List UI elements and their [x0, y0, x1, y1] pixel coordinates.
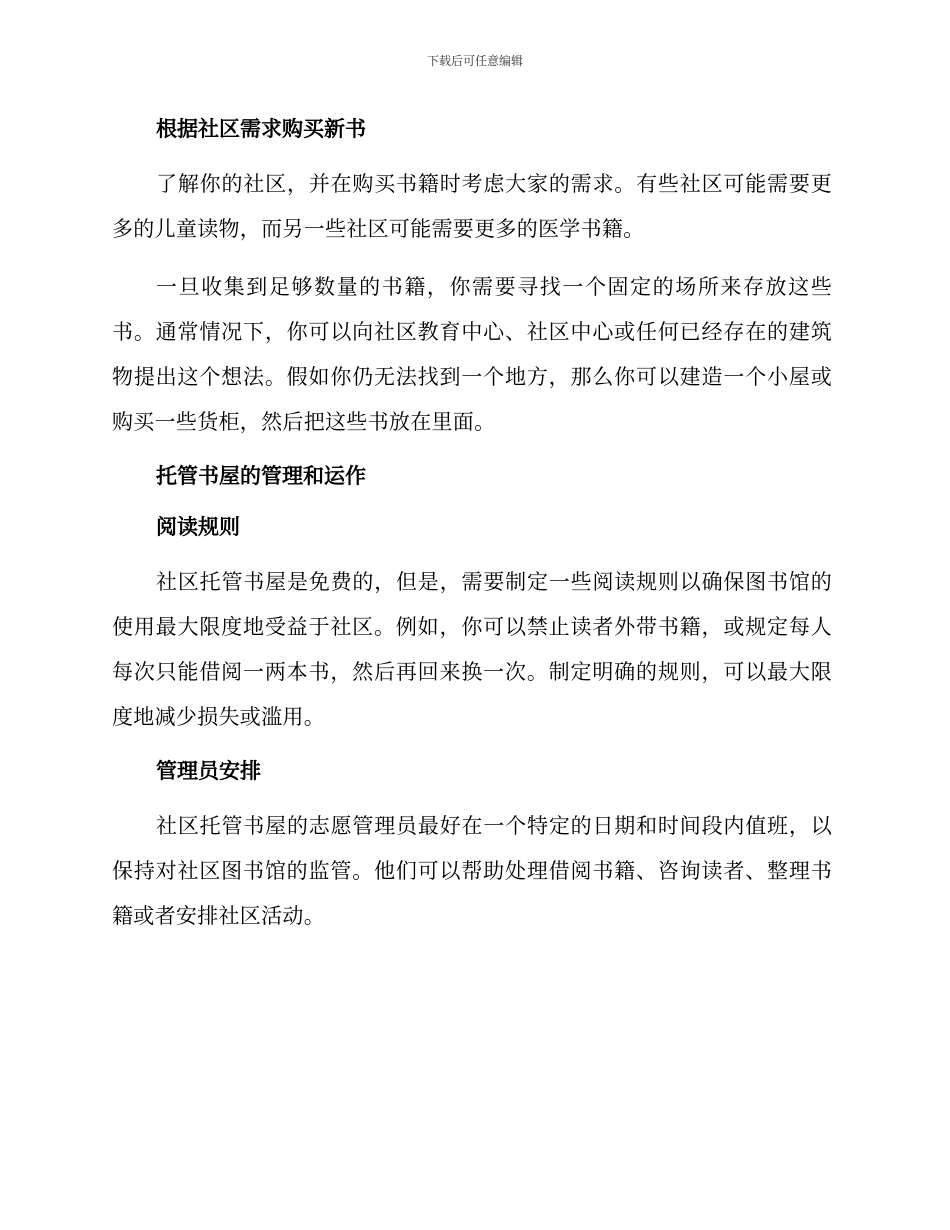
page-header: 下载后可任意编辑 — [426, 54, 523, 68]
paragraph-find-location: 一旦收集到足够数量的书籍，你需要寻找一个固定的场所来存放这些书。通常情况下，你可以向社区教育中心、社区中心或任何已经存在的建筑物提出这个想法。假如你仍无法找到一个地方，那么你可以建造一个小屋或购买一些货柜，然后把这些书放在里面。 — [112, 275, 832, 434]
heading-admin-arrangement: 管理员安排 — [156, 759, 261, 783]
paragraph-reading-rules: 社区托管书屋是免费的，但是，需要制定一些阅读规则以确保图书馆的使用最大限度地受益于社区。例如，你可以禁止读者外带书籍，或规定每人每次只能借阅一两本书，然后再回来换一次。制定明确的规则，可以最大限度地减少损失或滥用。 — [112, 570, 832, 729]
heading-buy-new-books: 根据社区需求购买新书 — [156, 117, 366, 141]
heading-management: 托管书屋的管理和运作 — [156, 464, 366, 488]
heading-reading-rules: 阅读规则 — [156, 515, 240, 539]
document-body — [112, 111, 832, 939]
paragraph-know-community: 了解你的社区，并在购买书籍时考虑大家的需求。有些社区可能需要更多的儿童读物，而另一些社区可能需要更多的医学书籍。 — [112, 172, 832, 241]
paragraph-admin-arrangement: 社区托管书屋的志愿管理员最好在一个特定的日期和时间段内值班，以保持对社区图书馆的监管。他们可以帮助处理借阅书籍、咨询读者、整理书籍或者安排社区活动。 — [112, 814, 832, 928]
